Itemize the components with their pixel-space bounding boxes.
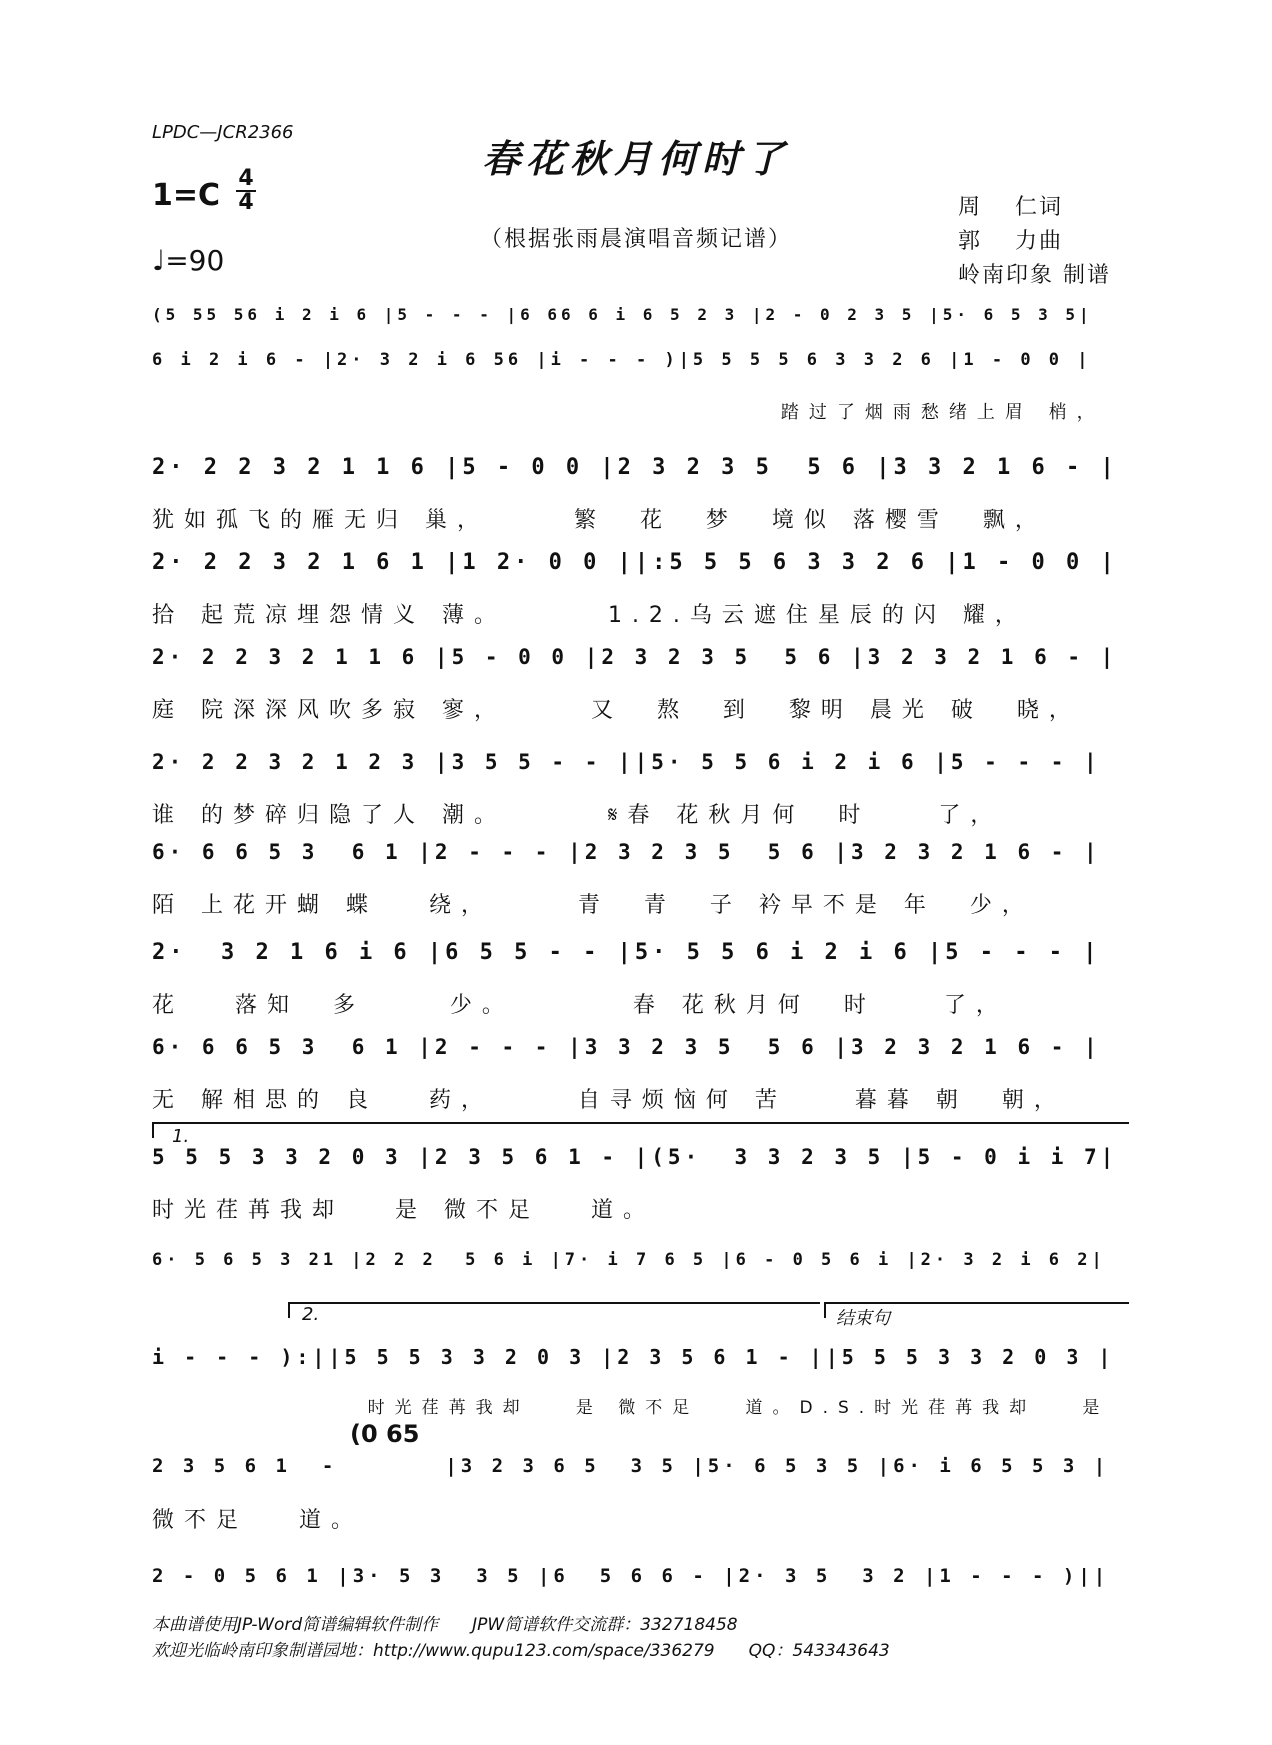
lyrics-line: 时光荏苒我却 是 微不足 道。 xyxy=(152,1198,655,1223)
lyrics-line: 花 落知 多 少。 春 花秋月何 时 了， xyxy=(152,993,1008,1018)
footer-line-1: 本曲谱使用JP-Word简谱编辑软件制作 JPW简谱软件交流群：332718458 xyxy=(152,1615,738,1635)
lyrics-line: 陌 上花开蝴 蝶 绕， 青 青 子 衿早不是 年 少， xyxy=(152,893,1034,918)
lyrics-line: 踏过了烟雨愁绪上眉 梢， xyxy=(152,402,1105,423)
notes-line: 2· 3 2 1 6 i 6 |6 5 5 - - |5· 5 5 6 i 2 i 6 |5 - - - | xyxy=(152,940,1101,965)
notes-line: 6 i 2 i 6 - |2· 3 2 i 6 56 |i - - - )|5 5 5 5 6 3 3 2 6 |1 - 0 0 | xyxy=(152,350,1092,370)
lyrics-line: 时光荏苒我却 是 微不足 道。D.S.时光荏苒我却 是 xyxy=(152,1398,1110,1418)
lyrics-line: 微不足 道。 xyxy=(152,1508,363,1533)
notes-line: 2· 2 2 3 2 1 1 6 |5 - 0 0 |2 3 2 3 5 5 6 |3 3 2 1 6 - | xyxy=(152,455,1118,480)
lyrics-line: 庭 院深深风吹多寂 寥， 又 熬 到 黎明 晨光 破 晓， xyxy=(152,698,1081,723)
lyrics-line: 谁 的梦碎归隐了人 潮。 𝄋春 花秋月何 时 了， xyxy=(152,803,1003,828)
ending-bracket xyxy=(824,1302,1129,1318)
score-code: LPDC—JCR2366 xyxy=(152,122,294,143)
notes-line: 2 - 0 5 6 1 |3· 5 3 3 5 |6 5 6 6 - |2· 3 5 3 2 |1 - - - )|| xyxy=(152,1565,1110,1587)
notes-line: i - - - ):||5 5 5 3 3 2 0 3 |2 3 5 6 1 - ||5 5 5 3 3 2 0 3 | xyxy=(152,1345,1115,1369)
notes-line: 6· 6 6 5 3 6 1 |2 - - - |2 3 2 3 5 5 6 |3 2 3 2 1 6 - | xyxy=(152,840,1101,864)
volta-1-bracket xyxy=(152,1122,1129,1138)
lyrics-line: 拾 起荒凉埋怨情义 薄。 1.2.乌云遮住星辰的闪 耀， xyxy=(152,603,1027,628)
notes-line: 2· 2 2 3 2 1 2 3 |3 5 5 - - ||5· 5 5 6 i 2 i 6 |5 - - - | xyxy=(152,750,1101,774)
notes-line: 2· 2 2 3 2 1 1 6 |5 - 0 0 |2 3 2 3 5 5 6 |3 2 3 2 1 6 - | xyxy=(152,645,1118,669)
volta-1-label: 1. xyxy=(172,1126,190,1147)
footer-line-2: 欢迎光临岭南印象制谱园地：http://www.qupu123.com/space/336279 QQ：543343643 xyxy=(152,1641,890,1661)
song-title: 春花秋月何时了 xyxy=(481,136,790,181)
volta-2-bracket xyxy=(288,1302,820,1318)
volta-2-label: 2. xyxy=(302,1304,320,1325)
notes-line: 6· 6 6 5 3 6 1 |2 - - - |3 3 2 3 5 5 6 |3 2 3 2 1 6 - | xyxy=(152,1035,1101,1059)
time-signature-top: 4 xyxy=(238,166,254,191)
lyricist-credit: 周 仁词 xyxy=(958,195,1063,220)
time-signature xyxy=(236,168,256,214)
lyrics-line: 犹如孤飞的雁无归 巢， 繁 花 梦 境似 落樱雪 飘， xyxy=(152,508,1047,533)
notes-line: 2 3 5 6 1 - |3 2 3 6 5 3 5 |5· 6 5 3 5 |6· i 6 5 5 3 | xyxy=(152,1455,1110,1477)
song-subtitle: （根据张雨晨演唱音频记谱） xyxy=(479,227,792,252)
key-signature: 1=C xyxy=(152,178,221,213)
notes-line: 2· 2 2 3 2 1 6 1 |1 2· 0 0 ||:5 5 5 6 3 3 2 6 |1 - 0 0 | xyxy=(152,550,1118,575)
time-signature-bottom: 4 xyxy=(238,190,254,215)
ending-label: 结束句 xyxy=(836,1308,890,1329)
tempo-marking: ♩=90 xyxy=(152,244,225,277)
arranger-credit: 岭南印象 制谱 xyxy=(958,263,1111,288)
notes-line: 5 5 5 3 3 2 0 3 |2 3 5 6 1 - |(5· 3 3 2 3 5 |5 - 0 i i 7| xyxy=(152,1145,1118,1169)
notes-line: 6· 5 6 5 3 21 |2 2 2 5 6 i |7· i 7 6 5 |6 - 0 5 6 i |2· 3 2 i 6 2| xyxy=(152,1250,1106,1270)
notes-line: (5 55 56 i 2 i 6 |5 - - - |6 66 6 i 6 5 2 3 |2 - 0 2 3 5 |5· 6 5 3 5| xyxy=(152,305,1093,324)
pickup-notes: (0 65 xyxy=(350,1420,420,1448)
composer-credit: 郭 力曲 xyxy=(958,229,1063,254)
lyrics-line: 无 解相思的 良 药， 自寻烦恼何 苦 暮暮 朝 朝， xyxy=(152,1088,1066,1113)
